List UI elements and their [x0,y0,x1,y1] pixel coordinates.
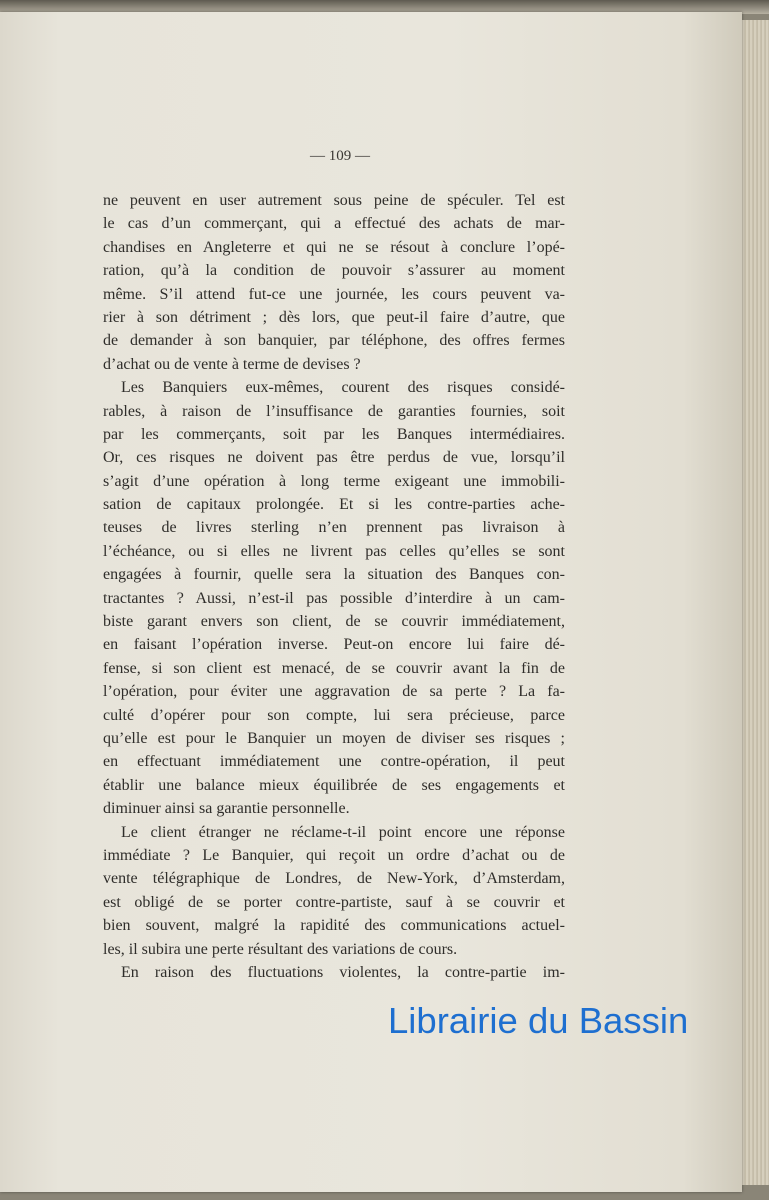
body-text [103,189,565,984]
text-line: rier à son détriment ; dès lors, que peut-il faire d’autre, que [103,308,565,326]
text-line: Le client étranger ne réclame-t-il point encore une réponse [121,823,565,841]
text-line: Or, ces risques ne doivent pas être perdus de vue, lorsqu’il [103,449,565,467]
text-line: s’agit d’une opération à long terme exigeant une immobili- [103,472,565,490]
text-line: En raison des fluctuations violentes, la contre-partie im- [121,963,565,981]
page-number: — 109 — [310,148,370,164]
text-line: chandises en Angleterre et qui ne se résout à conclure l’opé- [103,238,565,256]
text-line: est obligé de se porter contre-partiste, sauf à se couvrir et [103,893,565,911]
text-line: Les Banquiers eux-mêmes, courent des risques considé- [121,379,565,397]
text-line: diminuer ainsi sa garantie personnelle. [103,800,350,818]
text-line: établir une balance mieux équilibrée de ses engagements et [103,776,565,794]
text-line: vente télégraphique de Londres, de New-York, d’Amsterdam, [103,870,565,888]
text-line: même. S’il attend fut-ce une journée, les cours peuvent va- [103,285,565,303]
text-line: par les commerçants, soit par les Banques intermédiaires. [103,425,565,443]
text-line: ration, qu’à la condition de pouvoir s’assurer au moment [103,262,565,280]
text-line: le cas d’un commerçant, qui a effectué des achats de mar- [103,215,565,233]
text-line: l’opération, pour éviter une aggravation de sa perte ? La fa- [103,683,565,701]
text-line: immédiate ? Le Banquier, qui reçoit un ordre d’achat ou de [103,846,565,864]
text-line: sation de capitaux prolongée. Et si les contre-parties ache- [103,496,565,514]
text-line: l’échéance, ou si elles ne livrent pas celles qu’elles se sont [103,542,565,560]
text-line: bien souvent, malgré la rapidité des communications actuel- [103,917,565,935]
watermark: Librairie du Bassin [388,1000,689,1041]
text-line: tractantes ? Aussi, n’est-il pas possible d’interdire à un cam- [103,589,565,607]
page-edges [738,20,769,1185]
text-line: teuses de livres sterling n’en prennent pas livraison à [103,519,565,537]
text-line: qu’elle est pour le Banquier un moyen de diviser ses risques ; [103,729,565,747]
text-line: les, il subira une perte résultant des variations de cours. [103,940,458,958]
text-line: engagées à fournir, quelle sera la situation des Banques con- [103,566,565,584]
text-line: fense, si son client est menacé, de se couvrir avant la fin de [103,659,565,677]
text-line: en faisant l’opération inverse. Peut-on encore lui faire dé- [103,636,565,654]
text-line: ne peuvent en user autrement sous peine de spéculer. Tel est [103,192,565,209]
text-line: en effectuant immédiatement une contre-opération, il peut [103,753,565,771]
text-line: d’achat ou de vente à terme de devises ? [103,355,361,373]
text-line: culté d’opérer pour son compte, lui sera précieuse, parce [103,706,565,724]
text-line: biste garant envers son client, de se couvrir immédiatement, [103,613,565,631]
text-line: rables, à raison de l’insuffisance de garanties fournies, soit [103,402,565,420]
text-line: de demander à son banquier, par téléphone, des offres fermes [103,332,565,350]
